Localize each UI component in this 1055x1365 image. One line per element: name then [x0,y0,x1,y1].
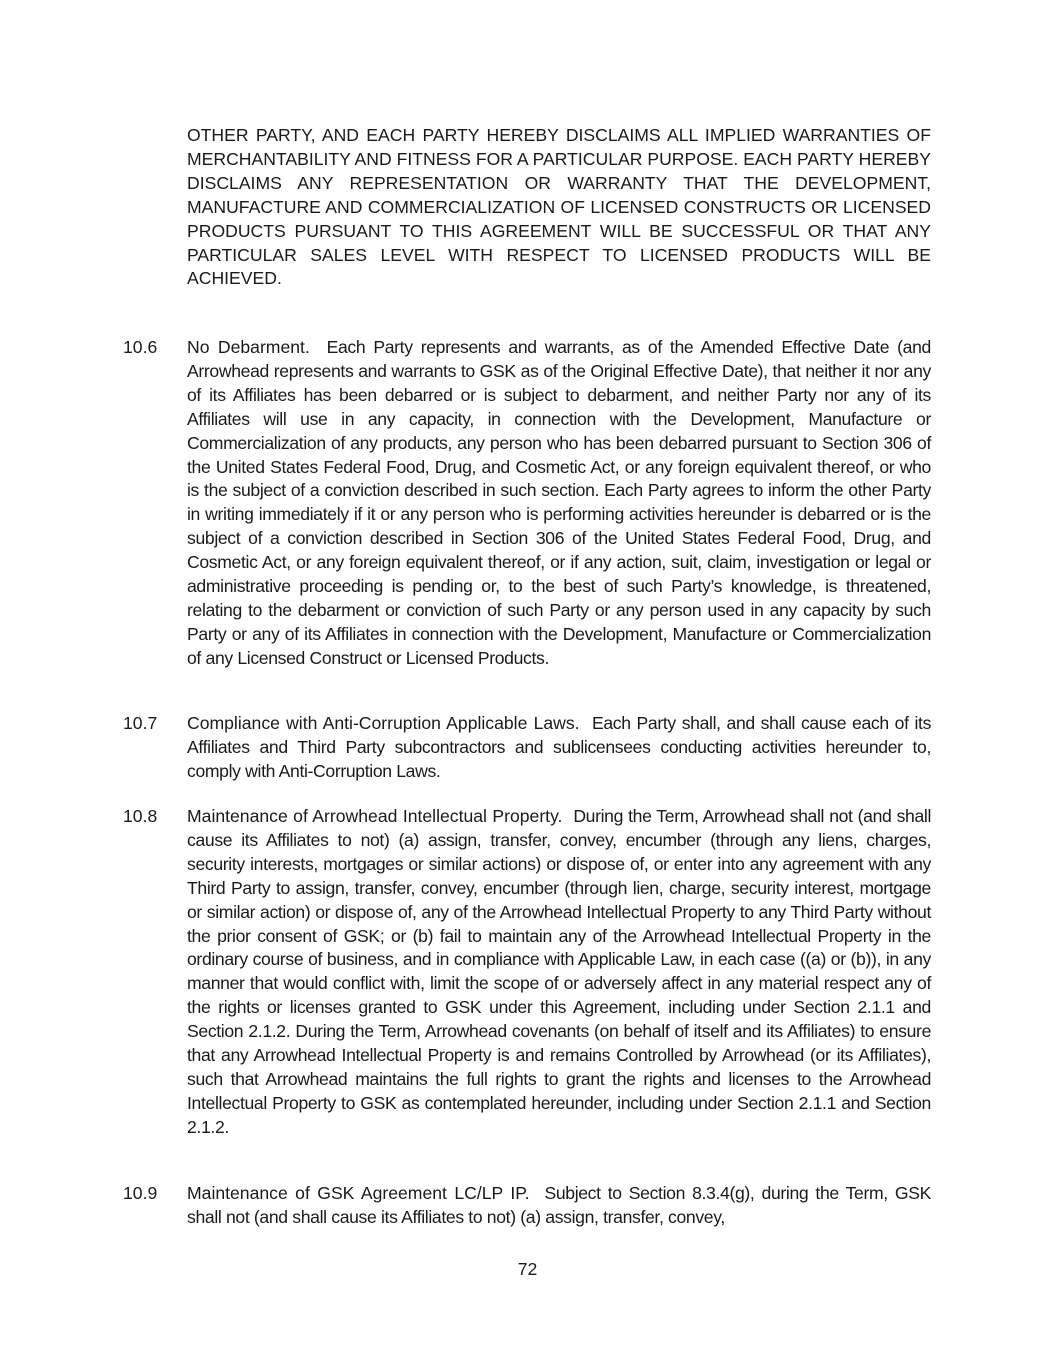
section-10-9 [123,1182,931,1230]
section-text: Subject to Section 8.3.4(g), during the Term, GSK shall not (and shall cause its Affiliates to not) (a) assign, transfer, convey, [187,1183,931,1227]
section-10-8 [123,805,931,1140]
section-body [187,712,931,784]
section-text: Each Party represents and warrants, as of the Amended Effective Date (and Arrowhead represents and warrants to GSK as of the Original Effective Date), that neither it nor any of its Affiliates has been debarred or is subject to debarment, and neither Party nor any of its Affiliates will use in any capacity, in connection with the Development, Manufacture or Commercialization of any products, any person who has been debarred pursuant to Section 306 of the United States Federal Food, Drug, and Cosmetic Act, or any foreign equivalent thereof, or who is the subject of a conviction described in such section. Each Party agrees to inform the other Party in writing immediately if it or any person who is performing activities hereunder is debarred or is the subject of a conviction described in Section 306 of the United States Federal Food, Drug, and Cosmetic Act, or any foreign equivalent thereof, or if any action, suit, claim, investigation or legal or administrative proceeding is pending or, to the best of such Party’s knowledge, is threatened, relating to the debarment or conviction of such Party or any person used in any capacity by such Party or any of its Affiliates in connection with the Development, Manufacture or Commercialization of any Licensed Construct or Licensed Products. [187,337,931,668]
section-text: Each Party shall, and shall cause each of its Affiliates and Third Party subcontractors and sublicensees conducting activities hereunder to, comply with Anti-Corruption Laws. [187,713,932,781]
section-number: 10.6 [123,337,158,357]
disclaimer-paragraph: OTHER PARTY, AND EACH PARTY HEREBY DISCLAIMS ALL IMPLIED WARRANTIES OF MERCHANTABILITY AND FITNESS FOR A PARTICULAR PURPOSE. EACH PARTY HEREBY DISCLAIMS ANY REPRESENTATION OR WARRANTY THAT THE DEVELOPMENT, MANUFACTURE AND COMMERCIALIZATION OF LICENSED CONSTRUCTS OR LICENSED PRODUCTS PURSUANT TO THIS AGREEMENT WILL BE SUCCESSFUL OR THAT ANY PARTICULAR SALES LEVEL WITH RESPECT TO LICENSED PRODUCTS WILL BE ACHIEVED. [187,125,931,289]
section-number: 10.9 [123,1183,158,1203]
section-title: Compliance with Anti-Corruption Applicable Laws. [187,713,580,733]
section-body [187,1182,931,1230]
section-title: Maintenance of GSK Agreement LC/LP IP. [187,1183,530,1203]
section-number: 10.8 [123,806,158,826]
section-10-7 [123,712,931,784]
section-number: 10.7 [123,713,158,733]
section-title: No Debarment. [187,337,310,357]
section-title: Maintenance of Arrowhead Intellectual Property. [187,806,563,826]
section-body [187,336,931,671]
section-body [187,805,931,1140]
section-10-6 [123,336,931,671]
section-text: During the Term, Arrowhead shall not (and shall cause its Affiliates to not) (a) assign, transfer, convey, encumber (through any liens, charges, security interests, mortgages or similar actions) or dispose of, or enter into any agreement with any Third Party to assign, transfer, convey, encumber (through lien, charge, security interest, mortgage or similar action) or dispose of, any of the Arrowhead Intellectual Property to any Third Party without the prior consent of GSK; or (b) fail to maintain any of the Arrowhead Intellectual Property in the ordinary course of business, and in compliance with Applicable Law, in each case ((a) or (b)), in any manner that would conflict with, limit the scope of or adversely affect in any material respect any of the rights or licenses granted to GSK under this Agreement, including under Section 2.1.1 and Section 2.1.2. During the Term, Arrowhead covenants (on behalf of itself and its Affiliates) to ensure that any Arrowhead Intellectual Property is and remains Controlled by Arrowhead (or its Affiliates), such that Arrowhead maintains the full rights to grant the rights and licenses to the Arrowhead Intellectual Property to GSK as contemplated hereunder, including under Section 2.1.1 and Section 2.1.2. [187,806,932,1137]
page-number: 72 [517,1259,538,1279]
